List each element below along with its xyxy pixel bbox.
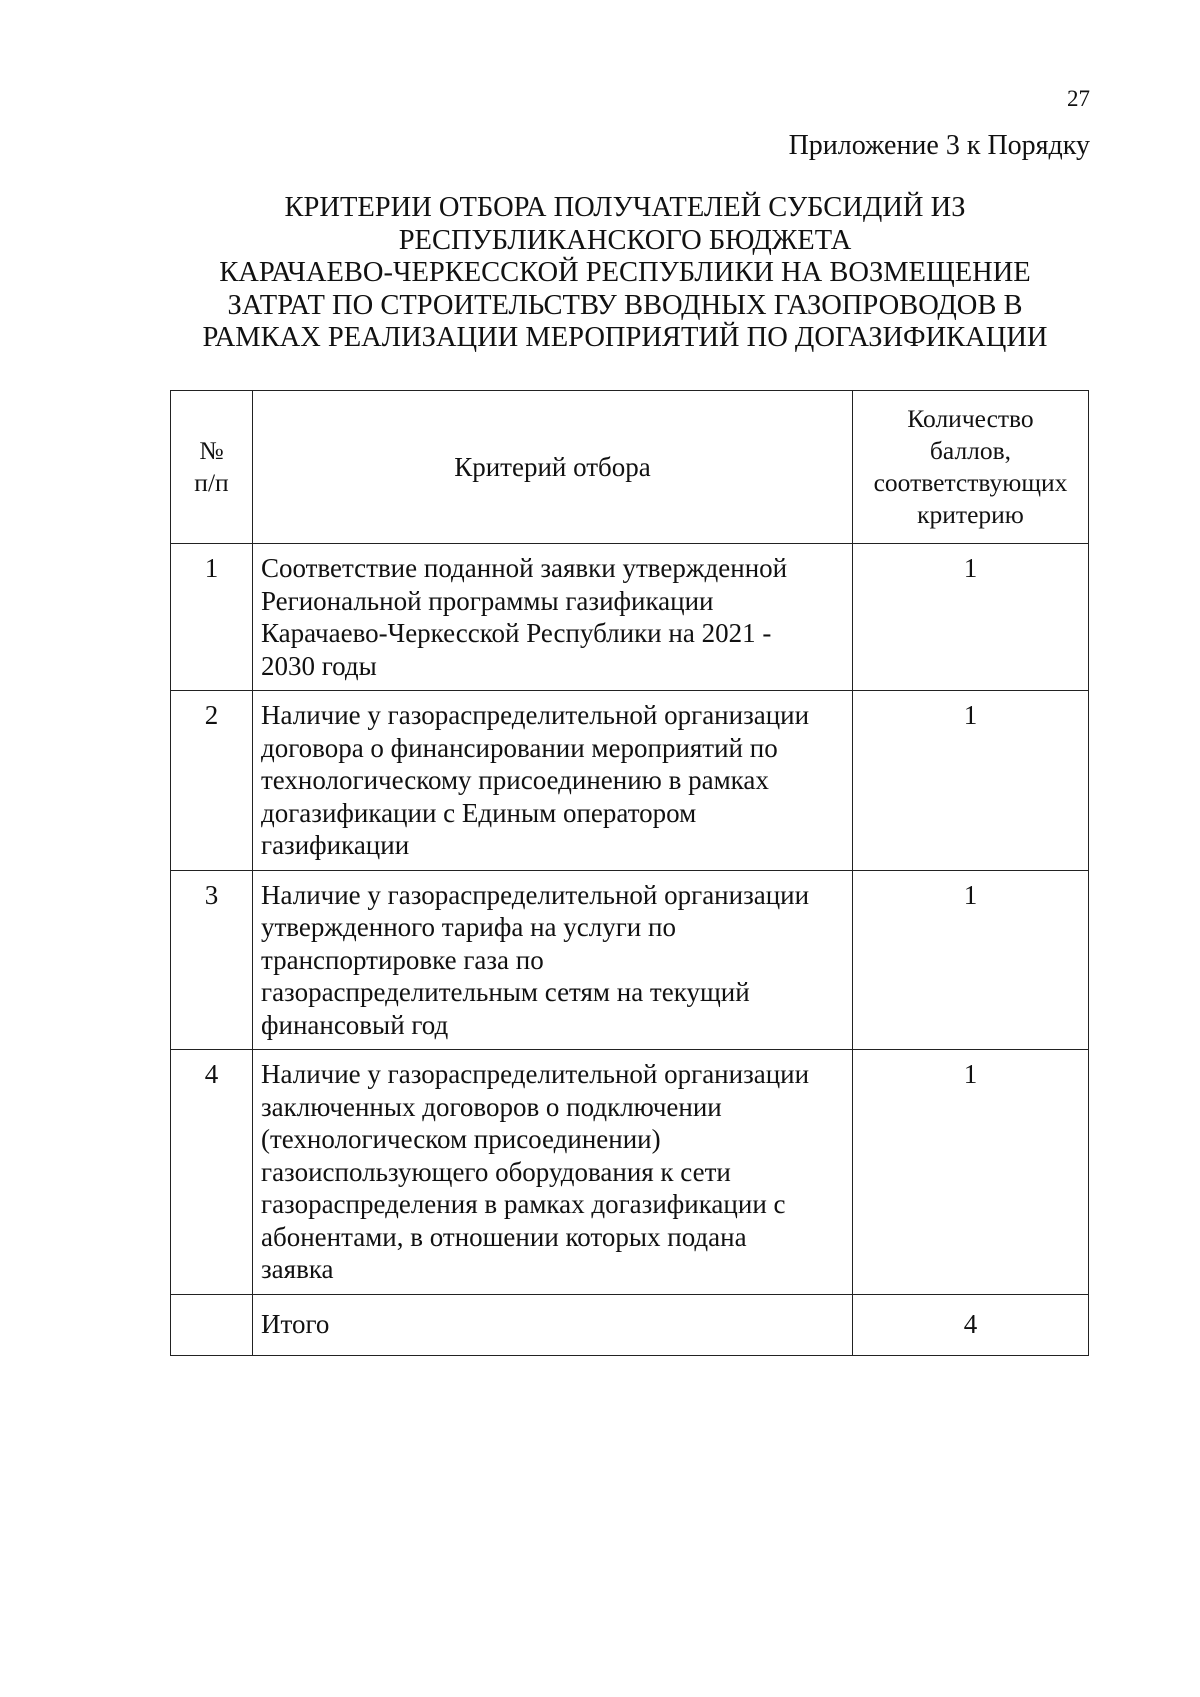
header-criterion: Критерий отбора <box>253 391 853 544</box>
criterion-line: газификации <box>261 830 410 860</box>
criterion-line: абонентами, в отношении которых подана <box>261 1221 747 1252</box>
row-number: 2 <box>171 691 253 871</box>
criterion-line: заявка <box>261 1254 334 1284</box>
criterion-line: Соответствие поданной заявки утвержденной <box>261 553 788 583</box>
criterion-line: газораспределительным сетям на текущий <box>261 977 750 1007</box>
criterion-line: Наличие у газораспределительной организации <box>261 700 810 730</box>
row-criterion <box>253 691 853 871</box>
header-points <box>853 391 1089 544</box>
table-row <box>171 691 1089 871</box>
criterion-line: договора о финансировании мероприятий по <box>261 732 778 763</box>
total-label: Итого <box>253 1294 853 1355</box>
row-number: 4 <box>171 1050 253 1295</box>
header-points-line: Количество <box>907 404 1034 433</box>
criterion-line: утвержденного тарифа на услуги по <box>261 912 676 942</box>
title-line: ЗАТРАТ ПО СТРОИТЕЛЬСТВУ ВВОДНЫХ ГАЗОПРОВОДОВ В <box>227 289 1023 321</box>
title-line: КАРАЧАЕВО-ЧЕРКЕССКОЙ РЕСПУБЛИКИ НА ВОЗМЕЩЕНИЕ <box>219 257 1031 288</box>
criterion-line: технологическому присоединению в рамках <box>261 765 769 795</box>
criterion-line: заключенных договоров о подключении <box>261 1091 722 1122</box>
criterion-line: Региональной программы газификации <box>261 585 714 616</box>
table-row <box>171 544 1089 691</box>
header-number <box>171 391 253 544</box>
row-number: 3 <box>171 870 253 1050</box>
header-points-line: баллов, <box>929 436 1012 465</box>
criterion-line: транспортировке газа по <box>261 944 544 975</box>
criterion-line: Наличие у газораспределительной организации <box>261 1059 810 1089</box>
header-number-line: п/п <box>194 468 229 497</box>
header-number-line: № <box>199 436 224 465</box>
header-points-line: соответствующих <box>873 468 1068 497</box>
criterion-line: 2030 годы <box>261 650 377 681</box>
row-criterion <box>253 1050 853 1295</box>
row-points: 1 <box>853 870 1089 1050</box>
criterion-line: (технологическом присоединении) <box>261 1124 661 1154</box>
title-line: КРИТЕРИИ ОТБОРА ПОЛУЧАТЕЛЕЙ СУБСИДИЙ ИЗ <box>284 192 966 223</box>
document-title <box>160 192 1090 355</box>
criterion-line: догазификации с Единым оператором <box>261 797 697 828</box>
criterion-line: Наличие у газораспределительной организации <box>261 879 810 910</box>
title-line: РАМКАХ РЕАЛИЗАЦИИ МЕРОПРИЯТИЙ ПО ДОГАЗИФИКАЦИИ <box>202 322 1048 353</box>
table-row <box>171 1050 1089 1295</box>
row-points: 1 <box>853 544 1089 691</box>
total-number-empty <box>171 1294 253 1355</box>
title-line: РЕСПУБЛИКАНСКОГО БЮДЖЕТА <box>398 224 852 256</box>
row-points: 1 <box>853 1050 1089 1295</box>
table-header-row <box>171 391 1089 544</box>
criterion-line: финансовый год <box>261 1009 449 1040</box>
criteria-table <box>170 390 1089 1356</box>
criterion-line: Карачаево-Черкесской Республики на 2021 - <box>261 618 772 648</box>
row-points: 1 <box>853 691 1089 871</box>
table-row <box>171 870 1089 1050</box>
appendix-label: Приложение 3 к Порядку <box>788 130 1090 161</box>
row-number: 1 <box>171 544 253 691</box>
criterion-line: газораспределения в рамках догазификации с <box>261 1189 786 1219</box>
criterion-line: газоиспользующего оборудования к сети <box>261 1156 731 1187</box>
header-points-line: критерию <box>917 500 1024 529</box>
total-points: 4 <box>853 1294 1089 1355</box>
page-number: 27 <box>1067 86 1090 111</box>
row-criterion <box>253 544 853 691</box>
table-total-row <box>171 1294 1089 1355</box>
row-criterion <box>253 870 853 1050</box>
